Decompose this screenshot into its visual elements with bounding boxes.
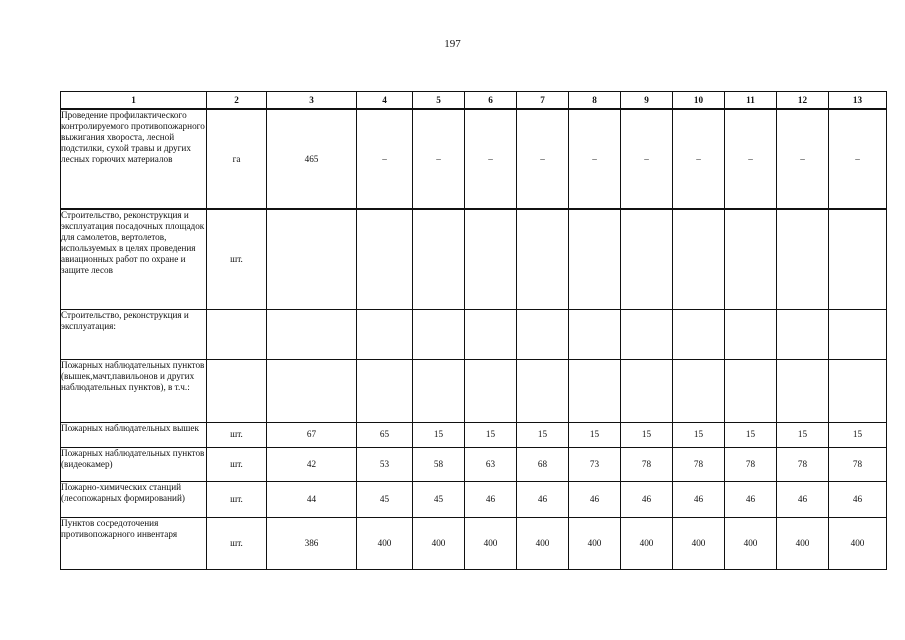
row-unit: шт. xyxy=(207,422,267,447)
row-unit: шт. xyxy=(207,481,267,517)
row-unit: шт. xyxy=(207,209,267,309)
row-value: 42 xyxy=(267,447,357,481)
row-unit xyxy=(207,359,267,422)
row-value: 400 xyxy=(465,517,517,569)
row-value xyxy=(517,309,569,359)
row-value: 15 xyxy=(413,422,465,447)
row-value: 15 xyxy=(777,422,829,447)
row-value: 78 xyxy=(829,447,887,481)
table-row xyxy=(61,422,887,447)
row-value xyxy=(725,209,777,309)
column-header: 7 xyxy=(517,92,569,110)
row-value: 68 xyxy=(517,447,569,481)
page-number: 197 xyxy=(444,38,461,50)
row-value: 400 xyxy=(569,517,621,569)
row-name: Строительство, реконструкция и эксплуатация: xyxy=(61,309,207,359)
row-value: 15 xyxy=(517,422,569,447)
column-header: 4 xyxy=(357,92,413,110)
row-unit: шт. xyxy=(207,447,267,481)
row-value xyxy=(673,359,725,422)
row-value xyxy=(829,209,887,309)
table-body xyxy=(61,109,887,569)
row-value: 400 xyxy=(517,517,569,569)
row-value xyxy=(465,309,517,359)
row-value: 46 xyxy=(517,481,569,517)
row-value xyxy=(569,309,621,359)
row-name: Пунктов сосредоточения противопожарного инвентаря xyxy=(61,517,207,569)
row-value: 45 xyxy=(357,481,413,517)
row-value xyxy=(413,359,465,422)
row-value: 65 xyxy=(357,422,413,447)
row-value xyxy=(725,309,777,359)
row-value xyxy=(413,209,465,309)
column-header: 13 xyxy=(829,92,887,110)
row-value: 78 xyxy=(673,447,725,481)
row-value: 78 xyxy=(621,447,673,481)
row-value xyxy=(357,359,413,422)
row-name: Пожарных наблюдательных вышек xyxy=(61,422,207,447)
row-value xyxy=(777,209,829,309)
table-row xyxy=(61,447,887,481)
row-value: 73 xyxy=(569,447,621,481)
column-header: 2 xyxy=(207,92,267,110)
row-value: 46 xyxy=(725,481,777,517)
row-value xyxy=(517,209,569,309)
column-header: 1 xyxy=(61,92,207,110)
row-value: 46 xyxy=(465,481,517,517)
row-name: Пожарных наблюдательных пунктов (видеокамер) xyxy=(61,447,207,481)
row-value: 465 xyxy=(267,109,357,209)
column-header: 3 xyxy=(267,92,357,110)
column-header: 10 xyxy=(673,92,725,110)
row-value xyxy=(569,209,621,309)
row-value xyxy=(725,359,777,422)
row-value: 15 xyxy=(829,422,887,447)
row-value: – xyxy=(725,109,777,209)
row-value xyxy=(465,209,517,309)
row-value: 400 xyxy=(413,517,465,569)
row-value: 46 xyxy=(621,481,673,517)
row-value xyxy=(267,359,357,422)
row-name: Проведение профилактического контролируемого противопожарного выжигания хвороста, лесной подстилки, сухой травы и других лесных горючих материалов xyxy=(61,109,207,209)
row-value: 46 xyxy=(673,481,725,517)
row-value: – xyxy=(621,109,673,209)
row-value: 44 xyxy=(267,481,357,517)
row-value: 67 xyxy=(267,422,357,447)
row-value: 78 xyxy=(725,447,777,481)
table-row xyxy=(61,309,887,359)
column-header: 5 xyxy=(413,92,465,110)
row-value xyxy=(357,309,413,359)
row-unit: га xyxy=(207,109,267,209)
row-value xyxy=(357,209,413,309)
row-value: 46 xyxy=(569,481,621,517)
row-value xyxy=(621,209,673,309)
row-value: – xyxy=(569,109,621,209)
row-value: 46 xyxy=(829,481,887,517)
row-value: 400 xyxy=(621,517,673,569)
row-value: 78 xyxy=(777,447,829,481)
table-row xyxy=(61,109,887,209)
data-table xyxy=(60,91,887,570)
row-value: 386 xyxy=(267,517,357,569)
table-row xyxy=(61,209,887,309)
row-value: – xyxy=(517,109,569,209)
row-value: 400 xyxy=(673,517,725,569)
row-value: 63 xyxy=(465,447,517,481)
table-row xyxy=(61,481,887,517)
row-value: 400 xyxy=(357,517,413,569)
row-value xyxy=(829,309,887,359)
row-value xyxy=(777,309,829,359)
column-header: 8 xyxy=(569,92,621,110)
row-value: 46 xyxy=(777,481,829,517)
column-header: 9 xyxy=(621,92,673,110)
row-value xyxy=(267,209,357,309)
column-header: 12 xyxy=(777,92,829,110)
row-value: – xyxy=(357,109,413,209)
row-value: – xyxy=(673,109,725,209)
table-row xyxy=(61,517,887,569)
row-name: Пожарно-химических станций (лесопожарных формирований) xyxy=(61,481,207,517)
row-value xyxy=(777,359,829,422)
row-value: 400 xyxy=(725,517,777,569)
row-value: – xyxy=(413,109,465,209)
row-name: Строительство, реконструкция и эксплуатация посадочных площадок для самолетов, вертолетов, используемых в целях проведения авиационных работ по охране и защите лесов xyxy=(61,209,207,309)
row-value xyxy=(621,359,673,422)
row-value xyxy=(673,209,725,309)
row-value: 15 xyxy=(465,422,517,447)
row-value: 15 xyxy=(673,422,725,447)
row-value xyxy=(267,309,357,359)
row-value: 400 xyxy=(829,517,887,569)
row-value: 15 xyxy=(569,422,621,447)
row-name: Пожарных наблюдательных пунктов (вышек,мачт,павильонов и других наблюдательных пунктов), в т.ч.: xyxy=(61,359,207,422)
row-value: 15 xyxy=(621,422,673,447)
row-unit xyxy=(207,309,267,359)
row-value xyxy=(829,359,887,422)
row-value: 15 xyxy=(725,422,777,447)
row-value xyxy=(465,359,517,422)
table-row xyxy=(61,359,887,422)
row-value: 45 xyxy=(413,481,465,517)
row-value: 58 xyxy=(413,447,465,481)
header-row xyxy=(61,92,887,110)
row-value xyxy=(621,309,673,359)
row-unit: шт. xyxy=(207,517,267,569)
row-value xyxy=(673,309,725,359)
row-value: 400 xyxy=(777,517,829,569)
row-value: 53 xyxy=(357,447,413,481)
row-value xyxy=(413,309,465,359)
column-header: 11 xyxy=(725,92,777,110)
row-value: – xyxy=(829,109,887,209)
row-value: – xyxy=(465,109,517,209)
row-value xyxy=(517,359,569,422)
row-value xyxy=(569,359,621,422)
column-header: 6 xyxy=(465,92,517,110)
row-value: – xyxy=(777,109,829,209)
